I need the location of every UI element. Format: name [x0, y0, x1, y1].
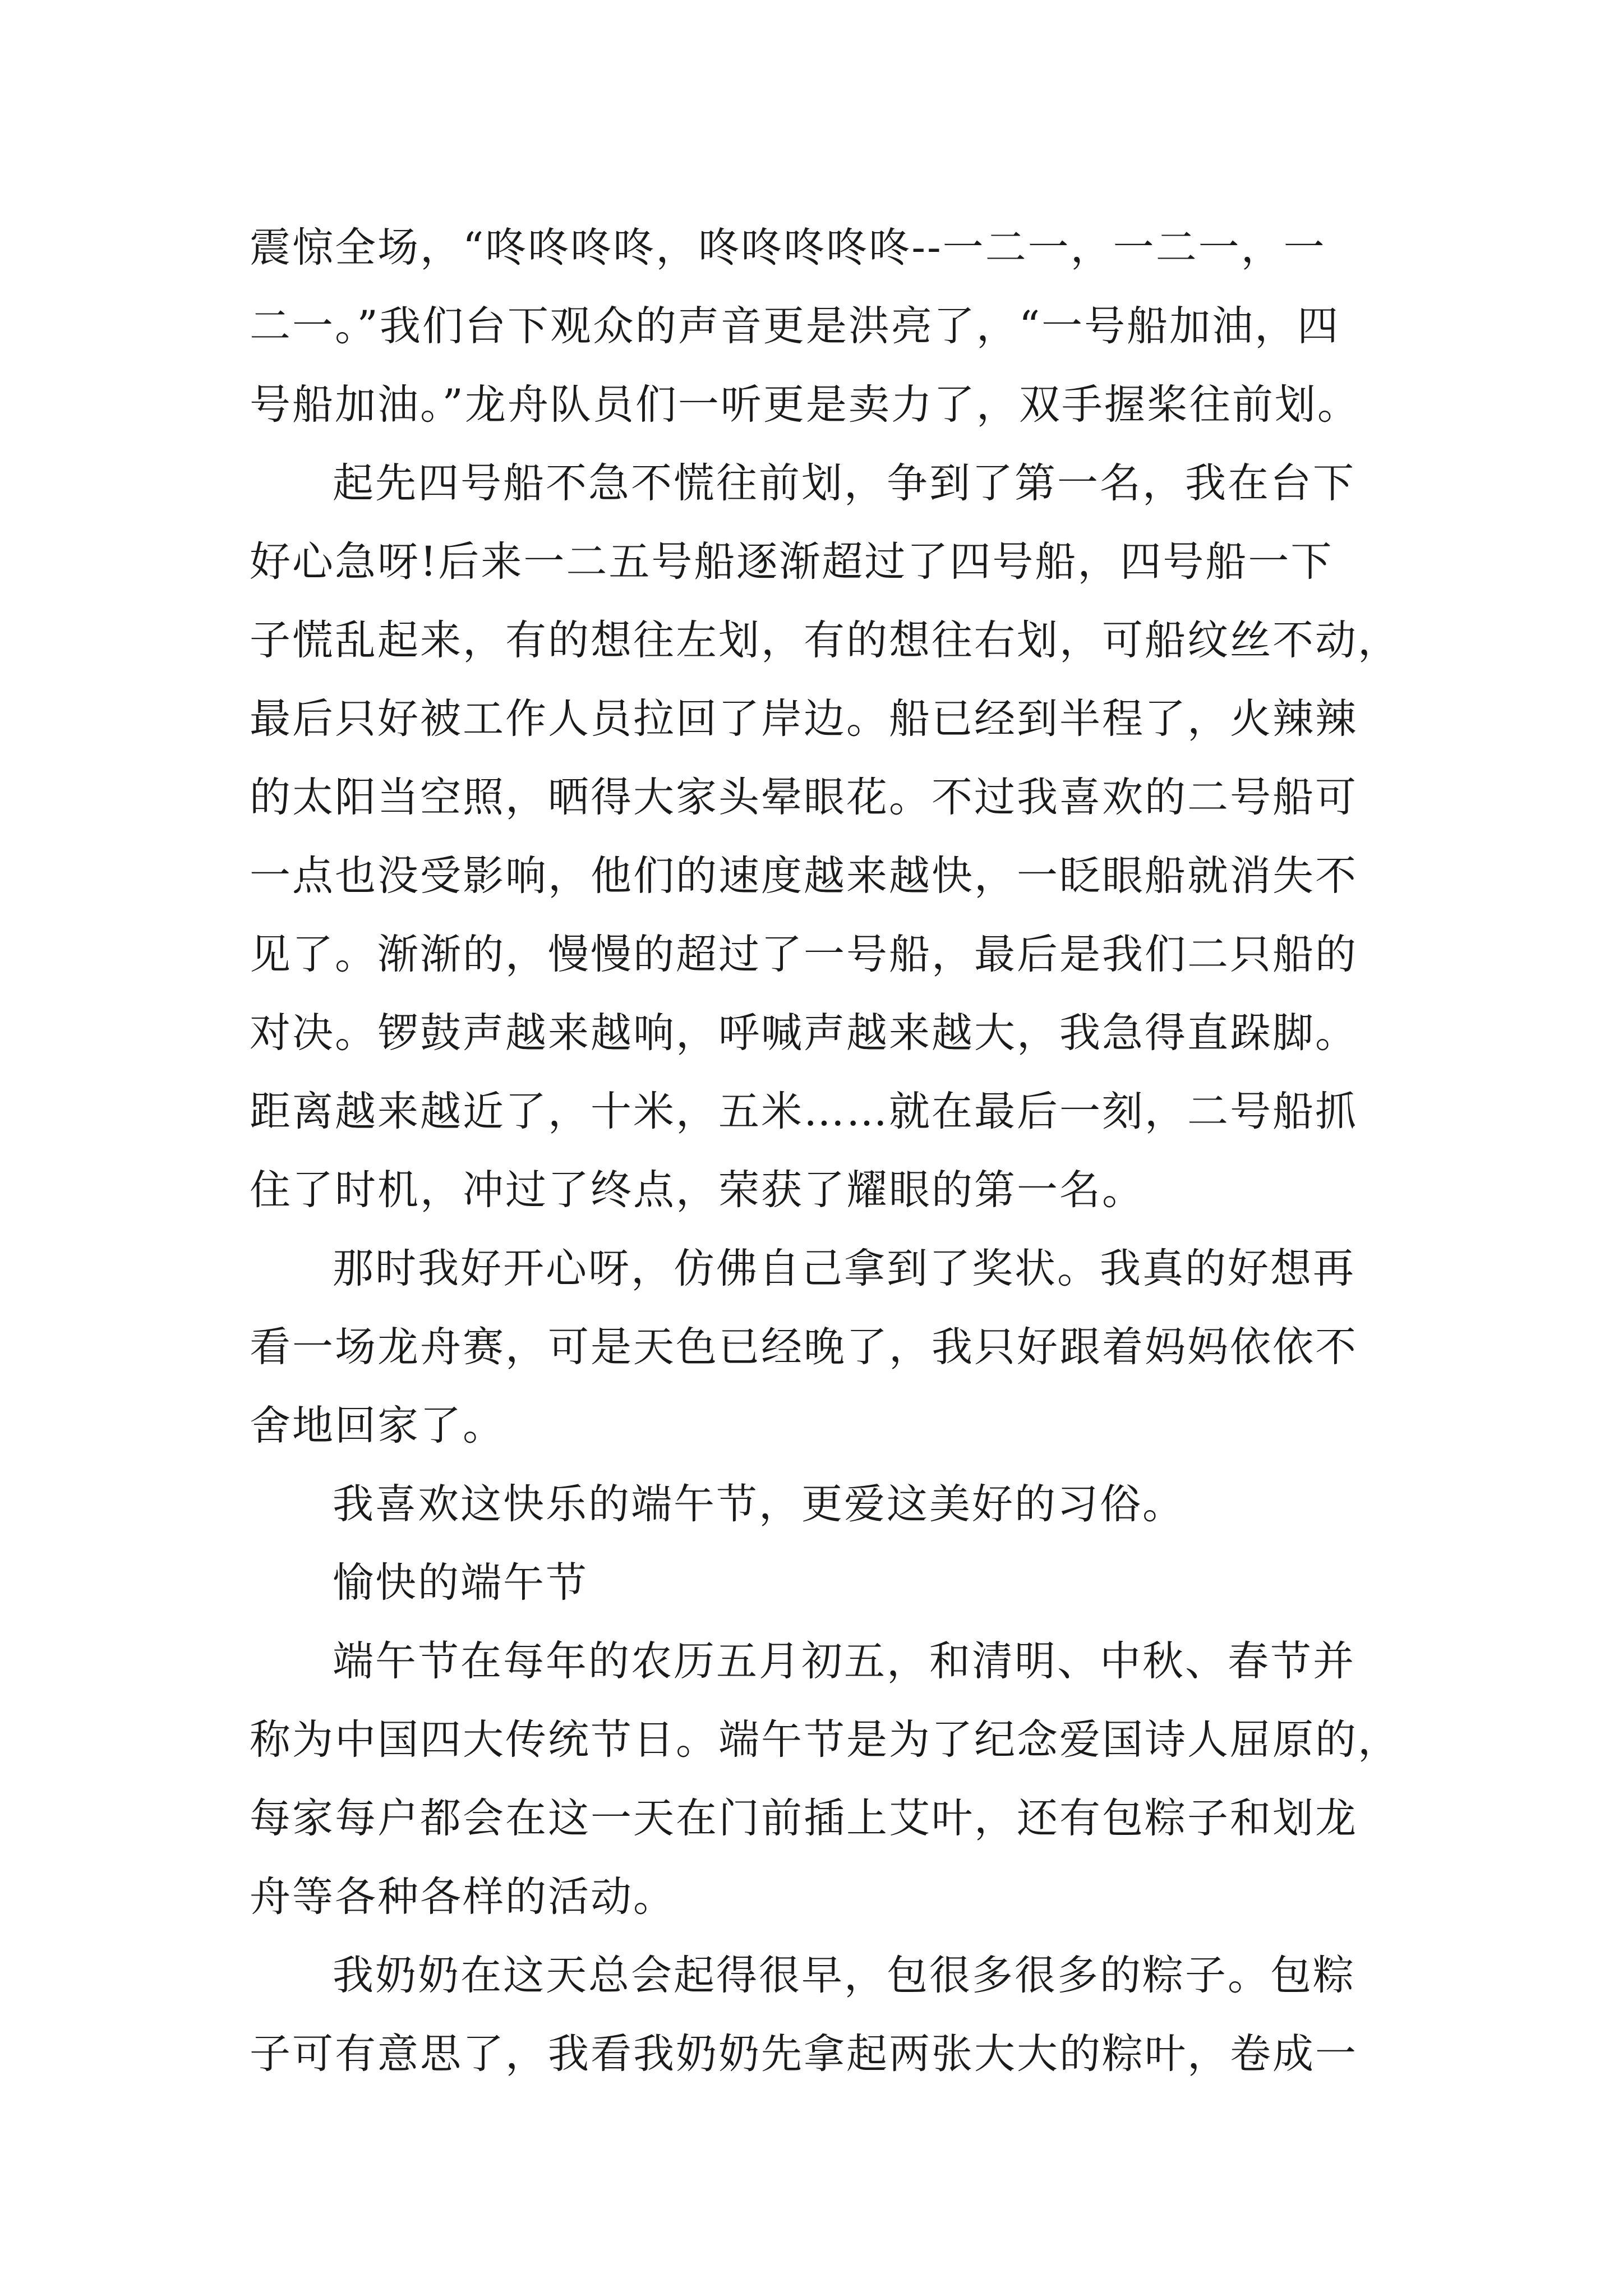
text-line: 称为中国四大传统节日。端午节是为了纪念爱国诗人屈原的，: [250, 1716, 1400, 1764]
text-line: 那时我好开心呀，仿佛自己拿到了奖状。我真的好想再: [333, 1245, 1355, 1292]
text-line: 距离越来越近了，十米，五米……就在最后一刻，二号船抓: [250, 1088, 1358, 1135]
text-line: 子慌乱起来，有的想往左划，有的想往右划，可船纹丝不动，: [250, 616, 1400, 664]
text-line: 的太阳当空照，晒得大家头晕眼花。不过我喜欢的二号船可: [250, 774, 1358, 821]
text-line: 最后只好被工作人员拉回了岸边。船已经到半程了，火辣辣: [250, 695, 1358, 743]
section-title: 愉快的端午节: [333, 1559, 588, 1607]
text-line: 震惊全场，“咚咚咚咚，咚咚咚咚咚--一二一，一二一，一: [250, 224, 1326, 272]
text-line: 我喜欢这快乐的端午节，更爱这美好的习俗。: [333, 1480, 1185, 1528]
text-line: 端午节在每年的农历五月初五，和清明、中秋、春节并: [333, 1637, 1355, 1685]
text-line: 看一场龙舟赛，可是天色已经晚了，我只好跟着妈妈依依不: [250, 1323, 1358, 1371]
document-body: [250, 209, 1400, 2093]
text-line: 起先四号船不急不慌往前划，争到了第一名，我在台下: [333, 459, 1355, 507]
text-line: 号船加油。”龙舟队员们一听更是卖力了，双手握桨往前划。: [250, 381, 1360, 429]
text-line: 住了时机，冲过了终点，荣获了耀眼的第一名。: [250, 1166, 1145, 1214]
text-line: 一点也没受影响，他们的速度越来越快，一眨眼船就消失不: [250, 852, 1358, 900]
text-line: 见了。渐渐的，慢慢的超过了一号船，最后是我们二只船的: [250, 931, 1358, 978]
text-line: 舟等各种各样的活动。: [250, 1873, 676, 1921]
text-line: 每家每户都会在这一天在门前插上艾叶，还有包粽子和划龙: [250, 1795, 1358, 1842]
text-line: 子可有意思了，我看我奶奶先拿起两张大大的粽叶，卷成一: [250, 2030, 1358, 2078]
text-line: 舍地回家了。: [250, 1402, 505, 1450]
text-line: 对决。锣鼓声越来越响，呼喊声越来越大，我急得直跺脚。: [250, 1009, 1358, 1057]
text-line: 好心急呀!后来一二五号船逐渐超过了四号船，四号船一下: [250, 538, 1334, 586]
text-line: 我奶奶在这天总会起得很早，包很多很多的粽子。包粽: [333, 1952, 1355, 1999]
text-line: 二一。”我们台下观众的声音更是洪亮了，“一号船加油，四: [250, 302, 1340, 350]
